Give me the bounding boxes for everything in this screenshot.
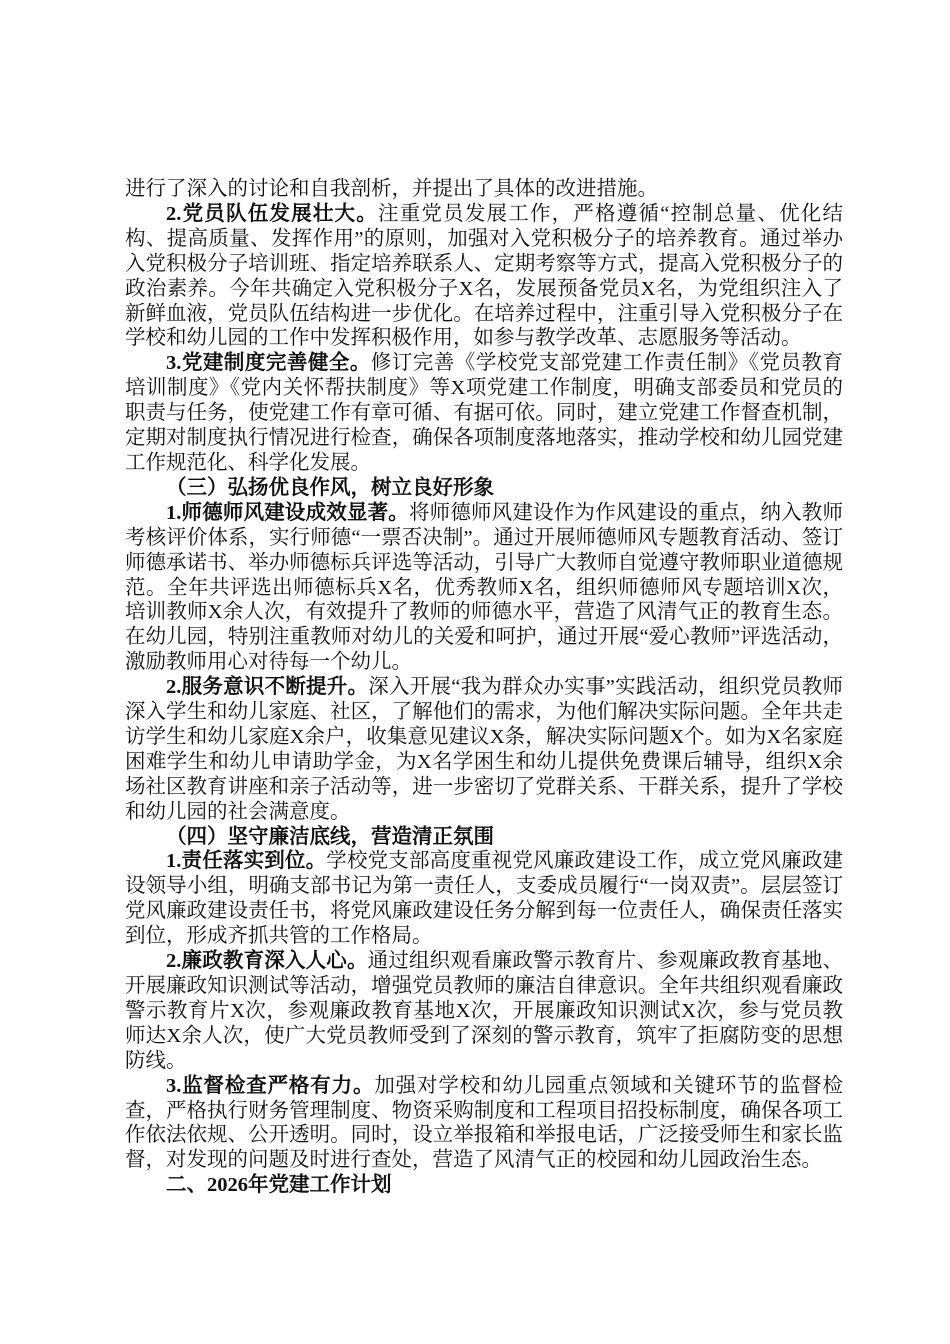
paragraph-lead: 2.党员队伍发展壮大。	[166, 202, 378, 225]
paragraph-lead: 3.监督检查严格有力。	[166, 1074, 375, 1097]
paragraph-responsibility	[125, 849, 843, 949]
paragraph-party-system	[125, 351, 843, 476]
section-heading-4: （四）坚守廉洁底线，营造清正氛围	[166, 825, 494, 848]
paragraph-lead: 1.师德师风建设成效显著。	[166, 501, 409, 524]
paragraph-integrity-education	[125, 949, 843, 1074]
paragraph-lead: 2.廉政教育深入人心。	[166, 950, 368, 973]
paragraph-teacher-ethics	[125, 501, 843, 675]
paragraph-body: 加强对学校和幼儿园重点领域和关键环节的监督检查，严格执行财务管理制度、物资采购制度和工程项目招投标制度，确保各项工作依法依规、公开透明。同时，设立举报箱和举报电话，广泛接受师生和家长监督，对发现的问题及时进行查处，营造了风清气正的校园和幼儿园政治生态。	[125, 1074, 844, 1172]
paragraph-body: 修订完善《学校党支部党建工作责任制》《党员教育培训制度》《党内关怀帮扶制度》等X项党建工作制度，明确支部委员和党员的职责与任务，使党建工作有章可循、有据可依。同时，建立党建工作督查机制，定期对制度执行情况进行检查，确保各项制度落地落实，推动学校和幼儿园党建工作规范化、科学化发展。	[125, 352, 844, 474]
paragraph-body: 注重党员发展工作，严格遵循“控制总量、优化结构、提高质量、发挥作用”的原则，加强对入党积极分子的培养教育。通过举办入党积极分子培训班、指定培养联系人、定期考察等方式，提高入党积极分子的政治素养。今年共确定入党积极分子X名，发展预备党员X名，为党组织注入了新鲜血液，党员队伍结构进一步优化。在培养过程中，注重引导入党积极分子在学校和幼儿园的工作中发挥积极作用，如参与教学改革、志愿服务等活动。	[125, 202, 843, 350]
section-heading-3: （三）弘扬优良作风，树立良好形象	[166, 476, 494, 499]
paragraph-body: 将师德师风建设作为作风建设的重点，纳入教师考核评价体系，实行师德“一票否决制”。通过开展师德师风专题教育活动、签订师德承诺书、举办师德标兵评选等活动，引导广大教师自觉遵守教师职业道德规范。全年共评选出师德标兵X名，优秀教师X名，组织师德师风专题培训X次，培训教师X余人次，有效提升了教师的师德水平，营造了风清气正的教育生态。在幼儿园，特别注重教师对幼儿的关爱和呵护，通过开展“爱心教师”评选活动，激励教师用心对待每一个幼儿。	[125, 501, 843, 674]
paragraph-lead: 3.党建制度完善健全。	[166, 352, 371, 375]
paragraph-lead: 1.责任落实到位。	[166, 850, 327, 873]
paragraph-service	[125, 675, 843, 824]
paragraph-body: 通过组织观看廉政警示教育片、参观廉政教育基地、开展廉政知识测试等活动，增强党员教师的廉洁自律意识。全年共组织观看廉政警示教育片X次，参观廉政教育基地X次，开展廉政知识测试X次，参与党员教师达X余人次，使广大党员教师受到了深刻的警示教育，筑牢了拒腐防变的思想防线。	[125, 950, 844, 1072]
paragraph-body: 进行了深入的讨论和自我剖析，并提出了具体的改进措施。	[125, 178, 658, 200]
paragraph-lead: 2.服务意识不断提升。	[166, 676, 369, 699]
paragraph-continuation	[125, 177, 843, 202]
paragraph-supervision	[125, 1074, 843, 1174]
paragraph-body: 学校党支部高度重视党风廉政建设工作，成立党风廉政建设领导小组，明确支部书记为第一责任人，支委成员履行“一岗双责”。层层签订党风廉政建设责任书，将党风廉政建设任务分解到每一位责任人，确保责任落实到位，形成齐抓共管的工作格局。	[125, 850, 843, 948]
document-page	[125, 177, 843, 1198]
paragraph-body: 深入开展“我为群众办实事”实践活动，组织党员教师深入学生和幼儿家庭、社区，了解他们的需求，为他们解决实际问题。全年共走访学生和幼儿家庭X余户，收集意见建议X条，解决实际问题X个。如为X名家庭困难学生和幼儿申请助学金，为X名学困生和幼儿提供免费课后辅导，组织X余场社区教育讲座和亲子活动等，进一步密切了党群关系、干群关系，提升了学校和幼儿园的社会满意度。	[125, 676, 843, 823]
paragraph-party-member-growth	[125, 202, 843, 351]
section-heading-plan: 二、2026年党建工作计划	[166, 1174, 392, 1197]
